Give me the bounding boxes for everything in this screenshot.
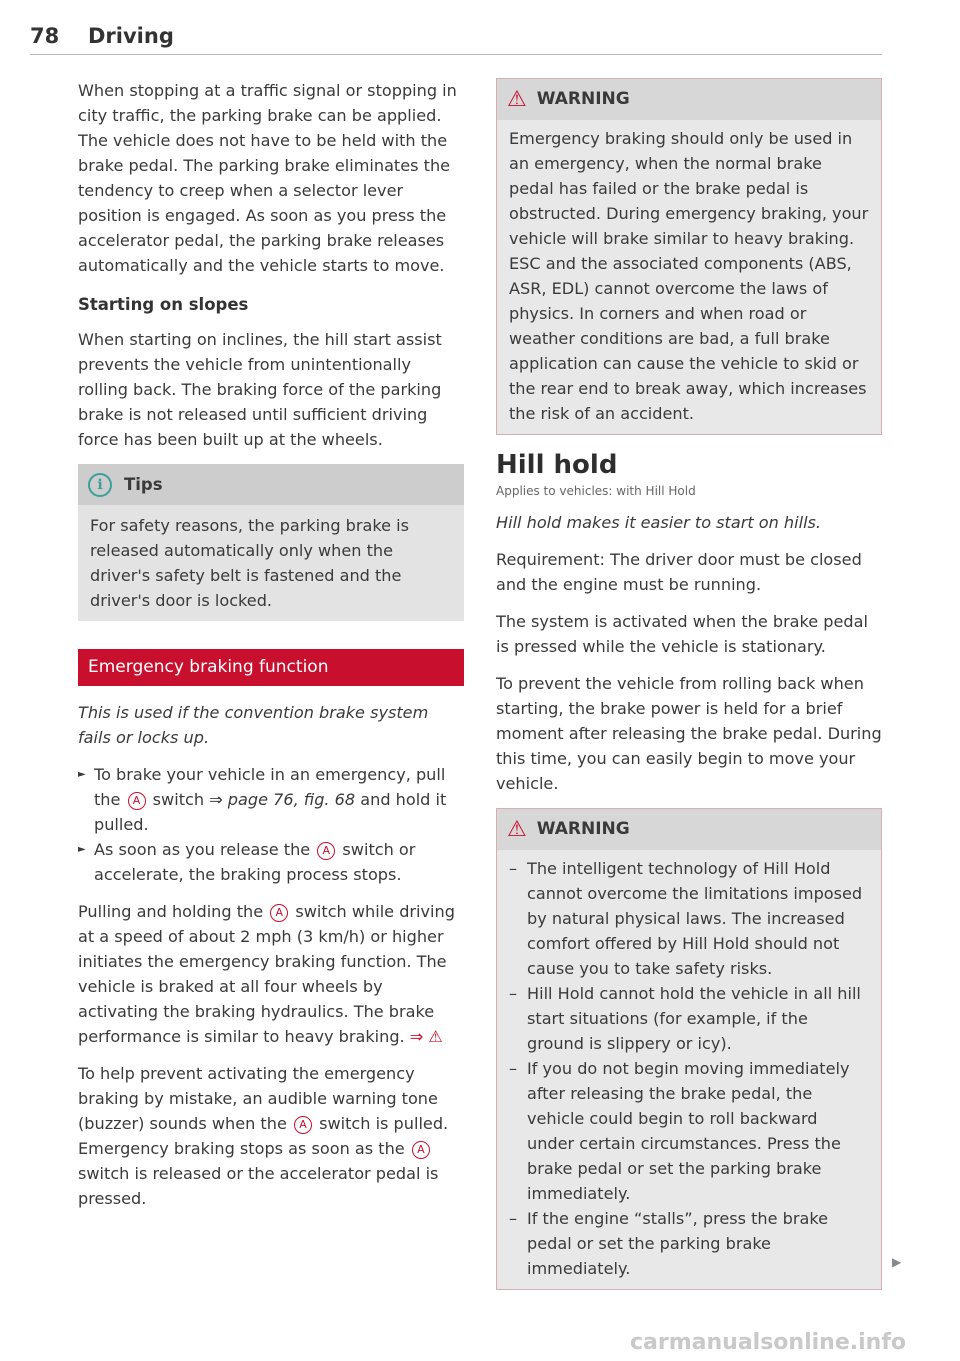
applies-to-note: Applies to vehicles: with Hill Hold (496, 484, 696, 498)
requirement-paragraph: Requirement: The driver door must be closed and the engine must be running. (496, 550, 862, 594)
list-item (78, 837, 464, 887)
tips-text: For safety reasons, the parking brake is released automatically only when the driver's safety belt is fastened and the driver's door is locked. (90, 516, 409, 610)
list-item: – Hill Hold cannot hold the vehicle in all hill start situations (for example, if the ground is slippery or icy). (509, 981, 869, 1056)
right-column (496, 78, 882, 1308)
warning-triangle-icon: ⚠ (507, 86, 527, 112)
bullet-text: switch or accelerate, the braking process stops. (94, 840, 416, 884)
intro-paragraph: When stopping at a traffic signal or stopping in city traffic, the parking brake can be applied. The vehicle does not have to be held with the brake pedal. The parking brake eliminates the tendency to creep when a selector lever position is engaged. As soon as you press the accelerator pedal, the parking brake releases automatically and the vehicle starts to move. (78, 81, 457, 275)
instruction-list (78, 762, 464, 887)
left-column (78, 78, 464, 1223)
circled-a-icon: A (270, 904, 288, 922)
warning-body (497, 850, 881, 1289)
starting-on-slopes-heading: Starting on slopes (78, 295, 249, 314)
circled-a-icon: A (317, 842, 335, 860)
tips-title: Tips (124, 475, 163, 494)
circled-a-icon: A (294, 1116, 312, 1134)
paragraph-text: switch is released or the accelerator pedal is pressed. (78, 1164, 439, 1208)
warning-title: WARNING (536, 89, 630, 109)
tips-header (78, 464, 464, 505)
page-number: 78 (30, 24, 60, 48)
warning-header (497, 79, 881, 120)
list-item: – If the engine “stalls”, press the brake pedal or set the parking brake immediately. (509, 1206, 869, 1281)
paragraph-text: switch while driving at a speed of about 2 mph (3 km/h) or higher initiates the emergency braking function. The vehicle is braked at all four wheels by activating the braking hydraulics. The brake performance is similar to heavy braking. (78, 902, 455, 1046)
hill-hold-heading: Hill hold (496, 450, 618, 480)
slopes-paragraph: When starting on inclines, the hill start assist prevents the vehicle from unintentionally rolling back. The braking force of the parking brake is not released until sufficient driving force has been built up at the wheels. (78, 330, 442, 449)
info-icon: i (88, 473, 112, 497)
warning-triangle-icon: ⚠ (507, 816, 527, 842)
section-title: Driving (88, 24, 174, 48)
bullet-text: As soon as you release the (94, 840, 311, 859)
warning-box-hill-hold (496, 808, 882, 1290)
hill-hold-intro: Hill hold makes it easier to start on hills. (496, 513, 822, 532)
bullet-text: switch (152, 790, 205, 809)
emergency-paragraph (78, 899, 464, 1049)
warning-text: Emergency braking should only be used in an emergency, when the normal brake pedal has failed or the brake pedal is obstructed. During emergency braking, your vehicle will brake similar to heavy braking. ESC and the associated components (ABS, ASR, EDL) cannot overcome the laws of physics. In corners and when road or weather conditions are bad, a full brake application can cause the vehicle to skid or the rear end to break away, which increases the risk of an accident. (509, 129, 869, 423)
activation-paragraph: The system is activated when the brake pedal is pressed while the vehicle is stationary. (496, 612, 868, 656)
warning-title: WARNING (536, 819, 630, 839)
paragraph-text: switch is pulled. Emergency braking stops as soon as the (78, 1114, 449, 1158)
paragraph-text: Pulling and holding the (78, 902, 264, 921)
page-header (30, 22, 882, 55)
warning-box-emergency (496, 78, 882, 435)
warning-header (497, 809, 881, 850)
warning-reference-link[interactable]: ⇒ ⚠ (409, 1027, 443, 1046)
bullet-text: and hold it pulled. (94, 790, 447, 834)
buzzer-paragraph (78, 1061, 464, 1211)
list-item: – If you do not begin moving immediately after releasing the brake pedal, the vehicle could begin to roll backward under certain circumstances. Press the brake pedal or set the parking brake immediately. (509, 1056, 869, 1206)
warning-list (509, 856, 869, 1281)
circled-a-icon: A (412, 1141, 430, 1159)
circled-a-icon: A (128, 792, 146, 810)
continue-arrow-icon: ▶ (892, 1255, 902, 1269)
watermark: carmanualsonline.info (630, 1330, 906, 1355)
emergency-braking-heading: Emergency braking function (78, 649, 464, 686)
list-item (78, 762, 464, 837)
page-reference-link[interactable]: ⇒ page 76, fig. 68 (209, 790, 356, 809)
rollback-paragraph: To prevent the vehicle from rolling back when starting, the brake power is held for a brief moment after releasing the brake pedal. During this time, you can easily begin to move your vehicle. (496, 674, 882, 793)
list-item: – The intelligent technology of Hill Hold cannot overcome the limitations imposed by natural physical laws. The increased comfort offered by Hill Hold should not cause you to take safety risks. (509, 856, 869, 981)
paragraph-text: To help prevent activating the emergency braking by mistake, an audible warning tone (buzzer) sounds when the (78, 1064, 438, 1133)
bullet-text: To brake your vehicle in an emergency, pull the (94, 765, 446, 809)
tips-box (78, 464, 464, 621)
emergency-intro: This is used if the convention brake system fails or locks up. (78, 703, 429, 747)
